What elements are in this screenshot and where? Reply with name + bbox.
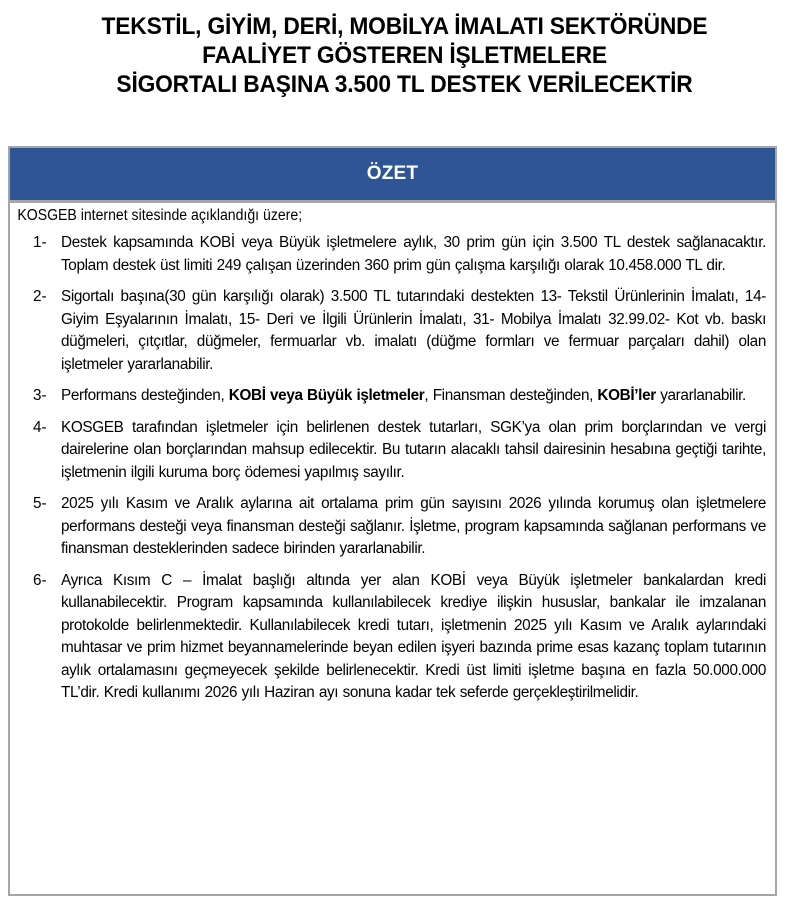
text-segment: , Finansman desteğinden, (424, 387, 598, 404)
summary-box (8, 146, 777, 896)
list-item-text: Sigortalı başına(30 gün karşılığı olarak) 3.500 TL tutarındaki destekten 13- Tekstil Ürünlerinin İmalatı, 14- Giyim Eşyalarının İmalatı, 15- Deri ve İlgili Ürünlerin İmalatı, 31- Mobilya İmalatı 32.99.02- Kot vb. baskı düğmeleri, çıtçıtlar, düğmeler, fermuarlar vb. imalatı (düğme formları ve fermuar parçaları dahil) olan işletmeler yararlanabilir. (61, 288, 766, 373)
list-item-number: 5- (33, 495, 47, 512)
list-item-5 (10, 493, 775, 561)
list-item-number: 3- (33, 387, 47, 404)
list-item-4 (10, 417, 775, 485)
bold-text-kobiler: KOBİ’ler (597, 387, 656, 404)
list-item-number: 1- (33, 234, 47, 251)
title-line-2: FAALİYET GÖSTEREN İŞLETMELERE (202, 42, 607, 69)
bold-text-kobi-buyuk: KOBİ veya Büyük işletmeler (228, 387, 425, 404)
summary-header (10, 148, 775, 203)
list-item-number: 4- (33, 418, 47, 436)
title-line-3: SİGORTALI BAŞINA 3.500 TL DESTEK VERİLECEKTİR (116, 71, 693, 98)
list-item-number: 6- (33, 571, 47, 589)
text-segment: yararlanabilir. (655, 387, 746, 404)
list-item-2 (10, 286, 775, 376)
list-item-text: KOSGEB tarafından işletmeler için belirlenen destek tutarları, SGK’ya olan prim borçlarından ve vergi dairelerine olan borçlarından mahsup edilecektir. Bu tutarın alacaklı tahsil dairesinin hesabına geçtiği tarihte, işletmenin ilgili kuruma borç ödemesi yapılmış sayılır. (61, 418, 766, 481)
list-item-text (61, 385, 766, 408)
list-item-text: 2025 yılı Kasım ve Aralık aylarına ait ortalama prim gün sayısını 2026 yılında korumuş olan işletmelere performans desteği veya finansman desteği sağlanır. İşletme, program kapsamında sağlanan performans ve finansman desteklerinden sadece birinden yararlanabilir. (61, 495, 766, 557)
list-item-text: Ayrıca Kısım C – İmalat başlığı altında yer alan KOBİ veya Büyük işletmeler bankalardan kredi kullanabilecektir. Program kapsamında kullanılabilecek krediye ilişkin hususlar, bankalar ile imzalanan protokolde belirlenmektedir. Kullanılabilecek kredi tutarı, işletmenin 2025 yılı Kasım ve Aralık aylarındaki muhtasar ve prim hizmet beyannamelerinde beyan edilen işyeri bazında prime esas kazanç toplam tutarının aylık ortalamasını geçmeyecek şekilde belirlenecektir. Kredi üst limiti işletme başına en fazla 50.000.000 TL’dir. Kredi kullanımı 2026 yılı Haziran ayı sonuna kadar tek seferde gerçekleştirilmelidir. (61, 571, 766, 701)
text-segment: Performans desteğinden, (61, 387, 229, 404)
document-title (28, 12, 780, 99)
list-item-text: Destek kapsamında KOBİ veya Büyük işletmelere aylık, 30 prim gün için 3.500 TL destek sağlanacaktır. Toplam destek üst limiti 249 çalışan üzerinden 360 prim gün çalışma karşılığı olarak 10.458.000 TL dir. (61, 234, 766, 274)
list-item-1 (10, 232, 775, 277)
summary-intro: KOSGEB internet sitesinde açıklandığı üzere; (17, 207, 303, 224)
title-line-1: TEKSTİL, GİYİM, DERİ, MOBİLYA İMALATI SEKTÖRÜNDE (101, 13, 708, 40)
summary-header-label: ÖZET (366, 163, 419, 184)
list-item-6 (10, 570, 775, 705)
list-item-3 (10, 385, 775, 408)
summary-list (10, 232, 775, 705)
list-item-number: 2- (33, 288, 47, 305)
